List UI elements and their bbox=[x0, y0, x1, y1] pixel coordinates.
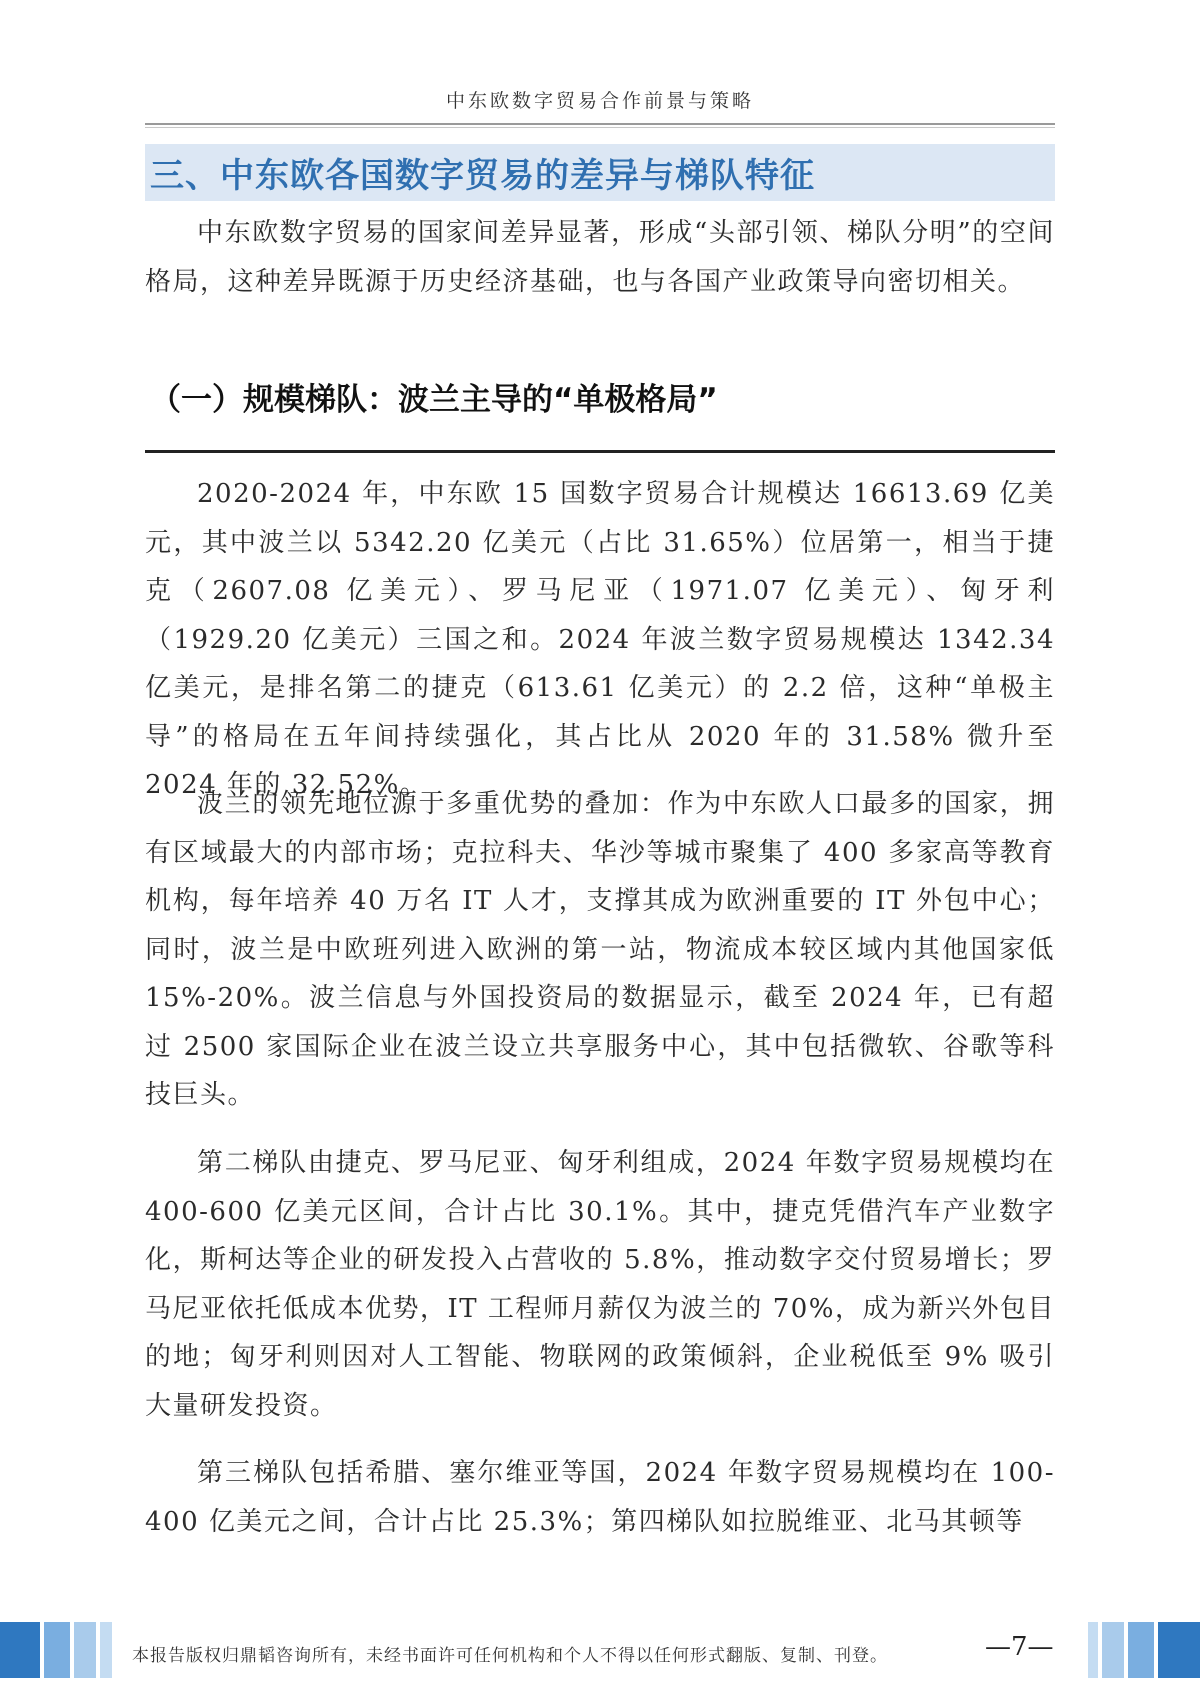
paragraph-second-tier: 第二梯队由捷克、罗马尼亚、匈牙利组成，2024 年数字贸易规模均在 400-600 亿美元区间，合计占比 30.1%。其中，捷克凭借汽车产业数字化，斯柯达等企业的研发投入占营收的 5.8%，推动数字交付贸易增长；罗马尼亚依托低成本优势，IT 工程师月薪仅为波兰的 70%，成为新兴外包目的地；匈牙利则因对人工智能、物联网的政策倾斜，企业税低至 9% 吸引大量研发投资。 bbox=[145, 1148, 1055, 1421]
subsection-title: （一）规模梯队：波兰主导的“单极格局” bbox=[150, 382, 718, 418]
intro-paragraph: 中东欧数字贸易的国家间差异显著，形成“头部引领、梯队分明”的空间格局，这种差异既源于历史经济基础，也与各国产业政策导向密切相关。 bbox=[145, 218, 1055, 297]
copyright-notice: 本报告版权归鼎韬咨询所有，未经书面许可任何机构和个人不得以任何形式翻版、复制、刊登。 bbox=[132, 1646, 888, 1666]
header-rule bbox=[145, 123, 1055, 125]
paragraph-scale: 2020-2024 年，中东欧 15 国数字贸易合计规模达 16613.69 亿美元，其中波兰以 5342.20 亿美元（占比 31.65%）位居第一，相当于捷克（2607.08 亿美元）、罗马尼亚（1971.07 亿美元）、匈牙利（1929.20 亿美元）三国之和。2024 年波兰数字贸易规模达 1342.34 亿美元，是排名第二的捷克（613.61 亿美元）的 2.2 倍，这种“单极主导”的格局在五年间持续强化，其占比从 2020 年的 31.58% 微升至 2024 年的 32.52%。 bbox=[145, 479, 1055, 800]
footer-right-blocks bbox=[1088, 1622, 1200, 1678]
paragraph-poland-advantages: 波兰的领先地位源于多重优势的叠加：作为中东欧人口最多的国家，拥有区域最大的内部市场；克拉科夫、华沙等城市聚集了 400 多家高等教育机构，每年培养 40 万名 IT 人才，支撑其成为欧洲重要的 IT 外包中心；同时，波兰是中欧班列进入欧洲的第一站，物流成本较区域内其他国家低 15%-20%。波兰信息与外国投资局的数据显示，截至 2024 年，已有超过 2500 家国际企业在波兰设立共享服务中心，其中包括微软、谷歌等科技巨头。 bbox=[145, 789, 1055, 1110]
subsection-rule bbox=[145, 450, 1055, 453]
footer-block bbox=[100, 1622, 112, 1678]
page-number: —7— bbox=[985, 1632, 1054, 1662]
footer-block bbox=[74, 1622, 96, 1678]
footer-block bbox=[1158, 1622, 1200, 1678]
paragraph-third-tier: 第三梯队包括希腊、塞尔维亚等国，2024 年数字贸易规模均在 100-400 亿美元之间，合计占比 25.3%；第四梯队如拉脱维亚、北马其顿等 bbox=[145, 1458, 1055, 1537]
footer-block bbox=[1128, 1622, 1154, 1678]
header-rule-thin bbox=[145, 127, 1055, 128]
footer-block bbox=[1088, 1622, 1098, 1678]
footer-block bbox=[44, 1622, 70, 1678]
section-title: 三、中东欧各国数字贸易的差异与梯队特征 bbox=[150, 156, 815, 196]
footer-left-blocks bbox=[0, 1622, 120, 1678]
footer-block bbox=[0, 1622, 40, 1678]
footer-block bbox=[1102, 1622, 1124, 1678]
running-header: 中东欧数字贸易合作前景与策略 bbox=[445, 90, 754, 112]
